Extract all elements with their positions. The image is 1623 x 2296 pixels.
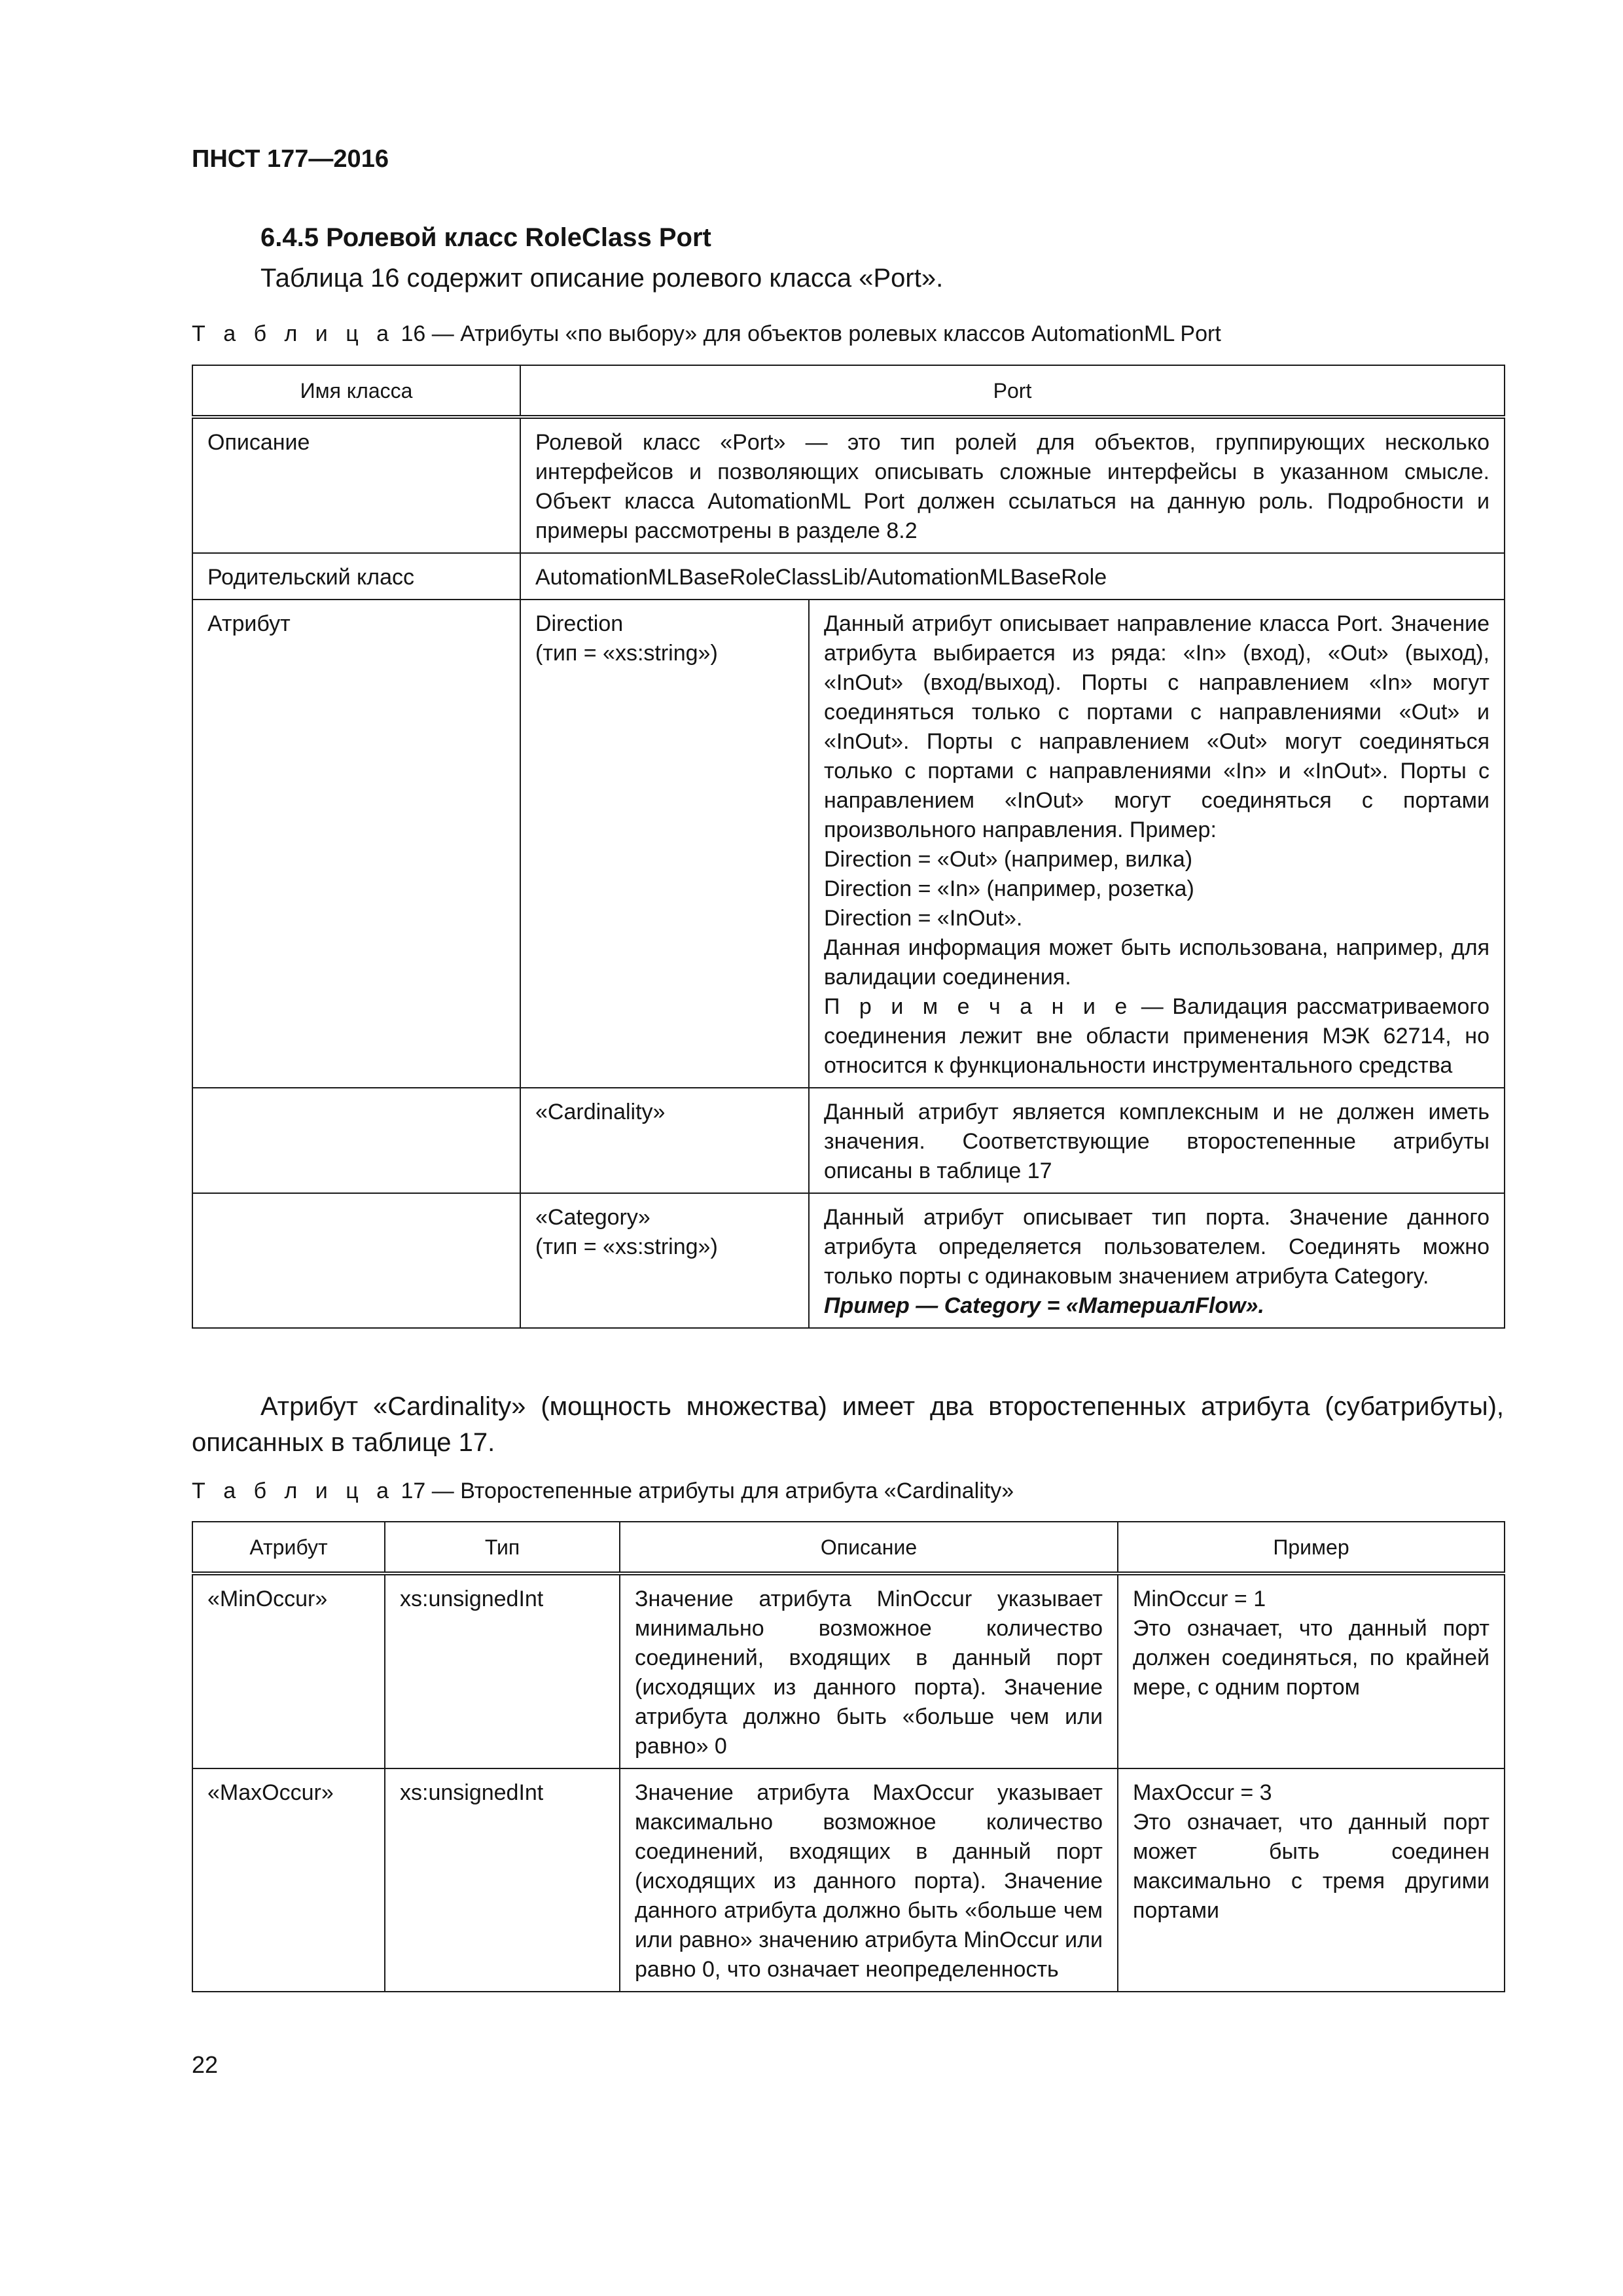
attribute-label: Атрибут	[192, 600, 520, 1088]
category-type: (тип = «xs:string»)	[535, 1234, 718, 1259]
document-code: ПНСТ 177—2016	[192, 145, 389, 173]
direction-description-cell	[809, 600, 1505, 1088]
table-row	[192, 1768, 1505, 1992]
table17-header-example: Пример	[1118, 1522, 1505, 1573]
row-attr: «MinOccur»	[192, 1573, 385, 1768]
direction-name: Direction	[535, 611, 624, 636]
note-word: П р и м е ч а н и е	[824, 994, 1133, 1019]
direction-cell	[520, 600, 809, 1088]
row-example-text: Это означает, что данный порт может быть соединен максимально с тремя другими портами	[1133, 1810, 1489, 1923]
table16-row-parent	[192, 553, 1505, 600]
direction-type: (тип = «xs:string»)	[535, 641, 718, 666]
category-name: «Category»	[535, 1205, 651, 1230]
paragraph-cardinality: Атрибут «Cardinality» (мощность множества) имеет два второстепенных атрибута (субатрибуты), описанных в таблице 17.	[192, 1392, 1504, 1457]
row-description: Значение атрибута MinOccur указывает минимально возможное количество соединений, входящих в данный порт (исходящих из данного порта). Значение атрибута должно быть «больше чем или равно» 0	[620, 1573, 1118, 1768]
direction-example-inout: Direction = «InOut».	[824, 906, 1023, 931]
table16-header-port: Port	[520, 365, 1505, 417]
table16-caption-word: Т а б л и ц а	[192, 321, 395, 346]
row-type: xs:unsignedInt	[385, 1573, 620, 1768]
table17-header-type: Тип	[385, 1522, 620, 1573]
row-attr: «MaxOccur»	[192, 1768, 385, 1992]
parent-class-label: Родительский класс	[192, 553, 520, 600]
row-type: xs:unsignedInt	[385, 1768, 620, 1992]
table16-row-cardinality	[192, 1088, 1505, 1193]
table16-row-direction	[192, 600, 1505, 1088]
row-example-text: Это означает, что данный порт должен соединяться, по крайней мере, с одним портом	[1133, 1616, 1489, 1700]
table16-header-row	[192, 365, 1505, 417]
table16-caption	[192, 321, 1221, 347]
table17-header-desc: Описание	[620, 1522, 1118, 1573]
table17-caption-text: 17 — Второстепенные атрибуты для атрибута «Cardinality»	[395, 1479, 1014, 1503]
table17-caption-word: Т а б л и ц а	[192, 1479, 395, 1503]
row-example-value: MinOccur = 1	[1133, 1587, 1266, 1611]
table17-caption	[192, 1479, 1014, 1504]
table16-row-category	[192, 1193, 1505, 1328]
row-example-cell	[1118, 1573, 1505, 1768]
section-intro: Таблица 16 содержит описание ролевого класса «Port».	[260, 264, 944, 293]
table-row	[192, 1573, 1505, 1768]
description-text: Ролевой класс «Port» — это тип ролей для объектов, группирующих несколько интерфейсов и позволяющих описывать сложные интерфейсы в указанном смысле. Объект класса AutomationML Port должен ссылаться на данную роль. Подробности и примеры рассмотрены в разделе 8.2	[520, 417, 1505, 553]
row-example-cell	[1118, 1768, 1505, 1992]
table16-caption-text: 16 — Атрибуты «по выбору» для объектов ролевых классов AutomationML Port	[395, 321, 1221, 346]
note-text: — Валидация рассматриваемого соединения лежит вне области применения МЭК 62714, но относится к функциональности инструментального средства	[824, 994, 1489, 1078]
table16-row-description	[192, 417, 1505, 553]
page-number: 22	[192, 2051, 219, 2078]
category-cell	[520, 1193, 809, 1328]
table17-header-attr: Атрибут	[192, 1522, 385, 1573]
direction-note	[824, 992, 1489, 1081]
cardinality-description: Данный атрибут является комплексным и не должен иметь значения. Соответствующие второстепенные атрибуты описаны в таблице 17	[809, 1088, 1505, 1193]
description-label: Описание	[192, 417, 520, 553]
table-16	[192, 365, 1505, 1329]
table-17	[192, 1521, 1505, 1992]
row-description: Значение атрибута MaxOccur указывает максимально возможное количество соединений, входящих в данный порт (исходящих из данного порта). Значение данного атрибута должно быть «больше чем или равно» значению атрибута MinOccur или равно 0, что означает неопределенность	[620, 1768, 1118, 1992]
parent-class-value: AutomationMLBaseRoleClassLib/AutomationMLBaseRole	[520, 553, 1505, 600]
direction-example-in: Direction = «In» (например, розетка)	[824, 876, 1194, 901]
row-example-value: MaxOccur = 3	[1133, 1780, 1272, 1805]
category-example: Пример — Category = «МатериалFlow».	[824, 1293, 1264, 1318]
cardinality-name: «Cardinality»	[520, 1088, 809, 1193]
direction-validation: Данная информация может быть использована, например, для валидации соединения.	[824, 935, 1489, 990]
table16-header-class-name: Имя класса	[192, 365, 520, 417]
category-desc: Данный атрибут описывает тип порта. Значение данного атрибута определяется пользователем. Соединять можно только порты с одинаковым значением атрибута Category.	[824, 1205, 1489, 1289]
empty-cell	[192, 1193, 520, 1328]
table17-header-row	[192, 1522, 1505, 1573]
direction-example-out: Direction = «Out» (например, вилка)	[824, 847, 1193, 872]
section-heading: 6.4.5 Ролевой класс RoleClass Port	[260, 223, 711, 252]
empty-cell	[192, 1088, 520, 1193]
category-description-cell	[809, 1193, 1505, 1328]
direction-desc-main: Данный атрибут описывает направление класса Port. Значение атрибута выбирается из ряда: «In» (вход), «Out» (выход), «InOut» (вход/выход). Порты с направлением «In» могут соединяться только с портами с направлениями «Out» и «InOut». Порты с направлением «Out» могут соединяться только с портами с направлениями «In» и «InOut». Порты с направлением «InOut» могут соединяться с портами произвольного направления. Пример:	[824, 611, 1489, 842]
